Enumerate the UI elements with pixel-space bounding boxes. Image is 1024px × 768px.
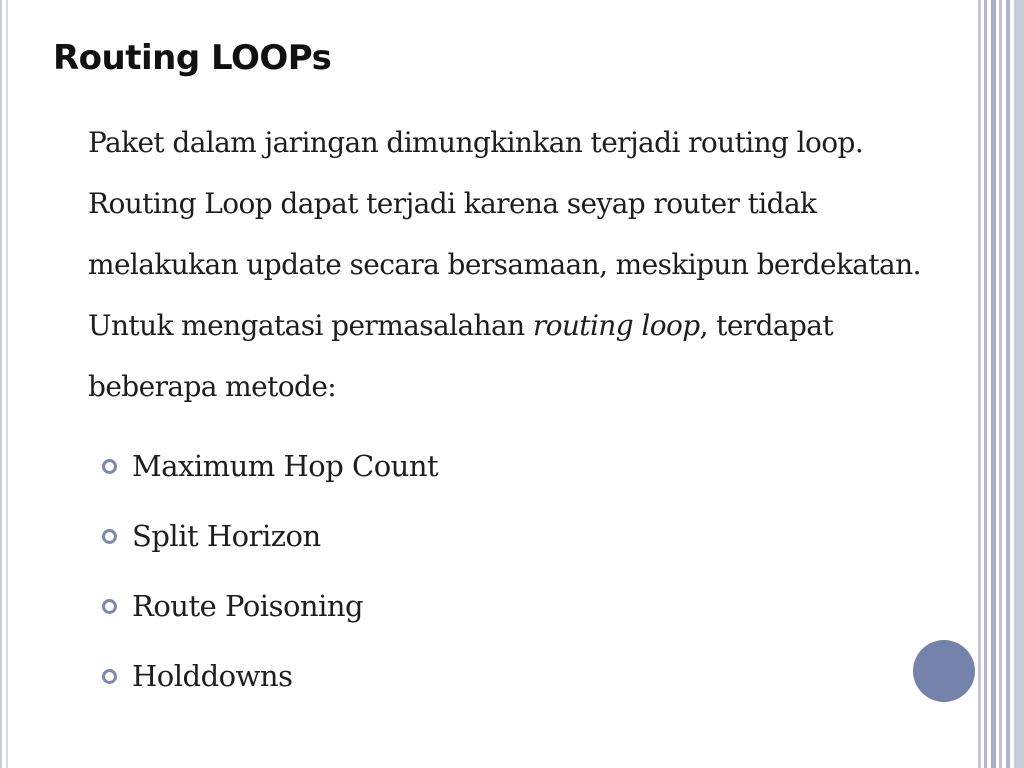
decorative-circle	[913, 640, 975, 702]
right-stripe	[1014, 0, 1024, 768]
list-item-label: Maximum Hop Count	[132, 449, 439, 483]
right-stripe	[1006, 0, 1010, 768]
left-border-line	[0, 0, 2, 768]
left-border-line	[6, 0, 8, 768]
slide-title: Routing LOOPs	[53, 38, 332, 78]
list-item	[102, 501, 438, 571]
paragraph-text: Paket dalam jaringan dimungkinkan terjadi routing loop. Routing Loop dapat terjadi karena seyap router tidak melakukan update secara bersamaan, meskipun berdekatan. Untuk mengatasi permasalahan	[88, 126, 921, 342]
right-stripe	[991, 0, 996, 768]
list-item-label: Holddowns	[132, 659, 293, 693]
method-list	[102, 431, 438, 711]
circle-bullet-icon	[102, 599, 117, 614]
paragraph-text-end: , terdapat beberapa metode:	[88, 309, 834, 403]
circle-bullet-icon	[102, 669, 117, 684]
list-item	[102, 641, 438, 711]
right-stripe	[999, 0, 1002, 768]
circle-bullet-icon	[102, 459, 117, 474]
body-paragraph	[88, 112, 963, 417]
list-item	[102, 431, 438, 501]
right-stripe	[984, 0, 987, 768]
list-item-label: Split Horizon	[132, 519, 321, 553]
paragraph-italic-text: routing loop	[532, 309, 700, 342]
circle-bullet-icon	[102, 529, 117, 544]
right-stripe	[978, 0, 981, 768]
list-item-label: Route Poisoning	[132, 589, 364, 623]
list-item	[102, 571, 438, 641]
